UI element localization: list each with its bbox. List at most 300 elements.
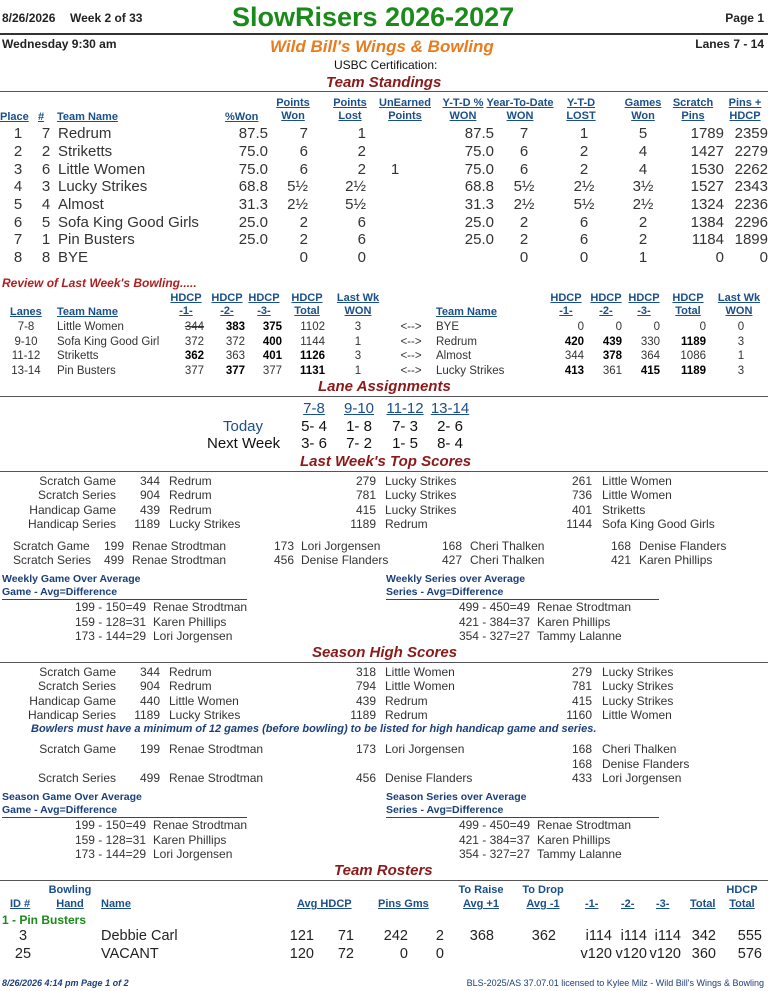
standings-cell: 2236 <box>734 196 768 214</box>
standings-cell: 6 <box>299 143 308 161</box>
rosters-title: Team Rosters <box>334 862 433 879</box>
score-cell: 279 <box>571 665 592 679</box>
over-diff: 421 - 384=37 <box>458 614 530 629</box>
ind-score-cell: Denise Flanders <box>301 553 389 568</box>
rv-score-r: 361 <box>602 364 622 377</box>
over-name: Karen Phillips <box>537 614 611 629</box>
col-pins-hdcp: Pins + HDCP <box>728 97 762 122</box>
rv-score: 377 <box>184 364 204 377</box>
standings-cell: Almost <box>58 196 104 214</box>
standings-cell: 3 <box>41 178 51 196</box>
rv-score-r: 330 <box>640 335 660 348</box>
rv-score-r: 1189 <box>681 335 706 348</box>
standings-cell: 0 <box>759 249 768 267</box>
standings-cell <box>424 249 494 267</box>
roster-gms: 2 <box>435 928 444 944</box>
standings-cell <box>366 231 424 249</box>
rv-won: 1 <box>354 335 362 348</box>
rh-id: ID # <box>10 898 31 910</box>
score-cell: 736 <box>571 488 592 503</box>
ind-score-cell: 168 <box>610 539 631 553</box>
over-diff: 354 - 327=27 <box>458 847 530 861</box>
standings-cell: BYE <box>58 249 89 267</box>
roster-id: 3 <box>18 928 28 944</box>
standings-cell: 87.5 <box>238 125 268 143</box>
sg-v3b: 168 <box>571 756 592 771</box>
score-cell: Redrum <box>169 474 212 488</box>
rv-col-h2: HDCP -2- <box>211 292 243 317</box>
standings-cell: 4 <box>638 160 648 178</box>
rv-score: 372 <box>225 335 245 348</box>
standings-cell: Sofa King Good Girls <box>58 213 199 231</box>
standings-cell: 2 <box>519 213 529 231</box>
standings-cell: 3 <box>13 160 23 178</box>
standings-row <box>0 143 768 161</box>
standings-cell: 1 <box>357 125 366 143</box>
standings-title: Team Standings <box>326 74 442 91</box>
standings-cell: 68.8 <box>464 178 494 196</box>
standings-cell: 25.0 <box>464 213 494 231</box>
standings-cell: 2 <box>357 160 366 178</box>
lane-today-pair: 2- 6 <box>437 418 463 435</box>
lane-next-pair: 7- 2 <box>346 435 372 452</box>
col-points-lost: Points Lost <box>333 97 367 122</box>
over-diff: 199 - 150=49 <box>74 818 146 832</box>
standings-cell <box>366 143 424 161</box>
standings-cell <box>228 249 268 267</box>
rv-lanes: 7-8 <box>17 321 35 333</box>
standings-cell: 7 <box>299 125 308 143</box>
standings-cell: 6 <box>519 143 529 161</box>
over-diff: 173 - 144=29 <box>74 629 146 643</box>
standings-cell: 6 <box>357 231 366 249</box>
standings-cell: 1 <box>41 231 51 249</box>
standings-cell <box>366 213 424 231</box>
rv-score: 377 <box>225 364 245 377</box>
over-name: Karen Phillips <box>537 832 611 847</box>
standings-cell <box>366 249 424 267</box>
review-title: Review of Last Week's Bowling..... <box>2 276 197 290</box>
rv-score-r: 1189 <box>681 364 706 377</box>
score-cell: Handicap Series <box>27 517 116 532</box>
rv-score-r: 0 <box>699 321 706 333</box>
score-cell: Lucky Strikes <box>385 474 457 488</box>
footer-left: 8/26/2026 4:14 pm Page 1 of 2 <box>2 978 129 988</box>
rv-team-r: BYE <box>436 321 460 333</box>
roster-hdcp: 72 <box>337 946 354 962</box>
score-cell: Sofa King Good Girls <box>602 517 715 532</box>
col-unearned: UnEarned Points <box>379 97 431 122</box>
score-cell: 440 <box>139 693 160 708</box>
standings-cell: 0 <box>357 249 366 267</box>
page-label: Page 1 <box>725 11 764 25</box>
ind-score-cell: Scratch Game <box>13 539 90 553</box>
roster-name: VACANT <box>101 946 159 962</box>
roster-htotal: 576 <box>737 946 762 962</box>
standings-cell: 5 <box>41 213 51 231</box>
ind-score-cell: Denise Flanders <box>639 539 727 553</box>
standings-cell: 25.0 <box>238 213 268 231</box>
roster-avg: 121 <box>289 928 314 944</box>
score-cell: 344 <box>139 474 160 488</box>
standings-cell: 0 <box>579 249 589 267</box>
score-cell: Little Women <box>385 665 455 679</box>
rv-score-r: 0 <box>577 321 584 333</box>
rh-g3: -3- <box>656 898 670 910</box>
score-cell: 439 <box>355 693 376 708</box>
ind-score-cell: Scratch Series <box>13 553 92 568</box>
standings-cell: 2½ <box>632 196 654 214</box>
over-subtitle: Series - Avg=Difference <box>386 804 504 816</box>
standings-cell: 2279 <box>734 143 768 161</box>
rv-col-h2-r: HDCP -2- <box>590 292 622 317</box>
score-cell: Lucky Strikes <box>169 708 241 723</box>
standings-cell: 2½ <box>573 178 595 196</box>
over-name: Karen Phillips <box>153 614 227 629</box>
season-title: Season High Scores <box>312 644 458 661</box>
ss-n1: Renae Strodtman <box>169 771 264 785</box>
over-name: Renae Strodtman <box>153 600 248 614</box>
rv-score: 362 <box>184 350 204 362</box>
rv-score: 363 <box>225 350 245 362</box>
roster-g3: v120 <box>649 946 681 962</box>
lanes-range: Lanes 7 - 14 <box>695 37 764 51</box>
col-pct-won: %Won <box>225 111 259 123</box>
sg-n1: Renae Strodtman <box>169 742 264 756</box>
standings-cell: 68.8 <box>238 178 268 196</box>
ind-score-cell: 173 <box>273 539 294 553</box>
ind-score-cell: 168 <box>441 539 462 553</box>
standings-cell: 7 <box>13 231 23 249</box>
col-ytd-lost: Y-T-D LOST <box>566 97 596 122</box>
sg-n3a: Cheri Thalken <box>602 742 677 756</box>
ss-v1: 499 <box>139 771 160 785</box>
standings-cell <box>366 178 424 196</box>
sg-v2: 173 <box>355 742 376 756</box>
rv-score: 344 <box>184 321 204 333</box>
over-diff: 159 - 128=31 <box>74 832 146 847</box>
rh-hand2: Hand <box>56 898 84 910</box>
today-label: Today <box>223 418 264 435</box>
standings-cell: 1527 <box>690 178 724 196</box>
score-cell: 781 <box>571 679 592 694</box>
lane-next-pair: 8- 4 <box>437 435 463 452</box>
rv-won-r: 0 <box>737 321 745 333</box>
over-name: Lori Jorgensen <box>153 847 233 861</box>
lane-col-header: 11-12 <box>386 400 424 417</box>
review-header <box>0 292 768 320</box>
standings-cell <box>366 125 424 143</box>
score-cell: Scratch Series <box>37 679 116 694</box>
roster-drop: 362 <box>531 928 556 944</box>
ind-score-cell: Renae Strodtman <box>132 553 227 568</box>
over-diff: 499 - 450=49 <box>458 818 530 832</box>
roster-pins: 0 <box>399 946 408 962</box>
standings-cell: 5½ <box>573 196 595 214</box>
standings-cell: 3½ <box>632 178 654 196</box>
lane-col-header: 9-10 <box>343 400 375 417</box>
roster-g2: i114 <box>620 928 647 944</box>
standings-cell: 1324 <box>690 196 724 214</box>
over-name: Karen Phillips <box>153 832 227 847</box>
rv-arrow: <--> <box>400 350 422 362</box>
standings-cell: 75.0 <box>464 160 494 178</box>
rv-won: 3 <box>354 321 362 333</box>
score-cell: Striketts <box>602 502 646 517</box>
standings-cell: 2 <box>519 231 529 249</box>
over-diff: 199 - 150=49 <box>74 600 146 614</box>
score-cell: Lucky Strikes <box>385 488 457 503</box>
sg-v3a: 168 <box>571 742 592 756</box>
standings-cell: 2343 <box>734 178 768 196</box>
standings-cell: 7 <box>519 125 529 143</box>
standings-cell: 31.3 <box>464 196 494 214</box>
standings-cell: 6 <box>299 160 308 178</box>
standings-cell: Striketts <box>58 143 113 161</box>
rh-g2: -2- <box>621 898 635 910</box>
roster-gms: 0 <box>435 946 444 962</box>
standings-cell: 1 <box>390 160 400 178</box>
rv-arrow: <--> <box>400 364 422 377</box>
review-row <box>0 320 768 334</box>
score-cell: 415 <box>571 693 592 708</box>
standings-cell: 7 <box>41 125 51 143</box>
standings-cell: 2½ <box>287 196 308 214</box>
roster-htotal: 555 <box>737 928 762 944</box>
score-cell: 261 <box>571 474 592 488</box>
standings-cell: 2262 <box>734 160 768 178</box>
roster-raise: 368 <box>469 928 494 944</box>
rv-score-r: 439 <box>602 335 622 348</box>
rv-score-r: 420 <box>564 335 584 348</box>
col-place: Place <box>0 111 29 123</box>
rv-col-team-r: Team Name <box>436 306 497 318</box>
lane-today-pair: 5- 4 <box>301 418 327 435</box>
roster-team-name: 1 - Pin Busters <box>2 913 87 927</box>
week-label: Week 2 of 33 <box>70 11 143 25</box>
rv-score: 401 <box>262 350 282 362</box>
score-cell: Redrum <box>169 679 212 694</box>
standings-cell: 1530 <box>690 160 724 178</box>
ind-score-cell: Cheri Thalken <box>470 553 545 568</box>
roster-g1: i114 <box>585 928 612 944</box>
standings-cell: 31.3 <box>238 196 268 214</box>
rv-col-won-r: Last Wk WON <box>717 292 761 317</box>
lanes-title: Lane Assignments <box>318 378 451 395</box>
standings-row <box>0 160 768 178</box>
score-cell: Lucky Strikes <box>385 502 457 517</box>
lane-today-pair: 1- 8 <box>346 418 372 435</box>
ind-score-cell: 456 <box>273 553 294 568</box>
rv-score-r: 415 <box>640 364 660 377</box>
roster-g2: v120 <box>615 946 647 962</box>
score-cell: 1189 <box>350 708 376 723</box>
sg-n3b: Denise Flanders <box>602 756 690 771</box>
standings-cell: 5½ <box>513 178 535 196</box>
rv-score-r: 0 <box>653 321 660 333</box>
standings-cell: 8 <box>13 249 23 267</box>
ind-score-cell: Karen Phillips <box>639 553 713 568</box>
rv-won-r: 3 <box>737 364 745 377</box>
ind-score-cell: Lori Jorgensen <box>301 539 381 553</box>
score-cell: Redrum <box>169 502 212 517</box>
standings-cell: 2 <box>13 143 23 161</box>
footer-right: BLS-2025/AS 37.07.01 licensed to Kylee Milz - Wild Bill's Wings & Bowling <box>466 978 764 988</box>
rv-score-r: 413 <box>564 364 584 377</box>
over-name: Renae Strodtman <box>537 818 632 832</box>
lane-next-pair: 3- 6 <box>301 435 327 452</box>
lane-next-pair: 1- 5 <box>392 435 418 452</box>
rv-score: 1102 <box>300 321 325 333</box>
rv-team-r: Redrum <box>436 335 477 348</box>
rv-score: 377 <box>262 364 282 377</box>
score-cell: Redrum <box>385 708 428 723</box>
standings-cell: 2296 <box>734 213 768 231</box>
rv-col-lanes: Lanes <box>10 306 42 318</box>
col-ytd-pct: Y-T-D % WON <box>442 97 484 122</box>
over-diff: 159 - 128=31 <box>74 614 146 629</box>
score-cell: Scratch Game <box>39 665 116 679</box>
rh-raise2: Avg +1 <box>463 898 499 910</box>
bowling-center: Wild Bill's Wings & Bowling <box>270 37 494 56</box>
roster-g3: i114 <box>654 928 681 944</box>
season-note: Bowlers must have a minimum of 12 games (before bowling) to be listed for high handicap game and series. <box>31 723 597 735</box>
rh-pins-gms: Pins Gms <box>378 898 429 910</box>
standings-cell: 0 <box>519 249 529 267</box>
rv-score-r: 378 <box>602 350 622 362</box>
score-cell: Little Women <box>169 693 239 708</box>
score-cell: 1189 <box>134 708 160 723</box>
rv-team: Little Women <box>57 321 124 333</box>
standings-cell: 2½ <box>345 178 366 196</box>
ind-score-cell: Cheri Thalken <box>470 539 545 553</box>
standings-cell: 2 <box>299 213 308 231</box>
over-title: Season Series over Average <box>386 791 527 803</box>
standings-cell: 25.0 <box>464 231 494 249</box>
score-cell: Handicap Game <box>29 502 116 517</box>
top-scores-title: Last Week's Top Scores <box>300 453 472 470</box>
ind-score-cell: 421 <box>610 553 631 568</box>
col-ytd-won: Year-To-Date WON <box>486 97 554 122</box>
rv-lanes: 13-14 <box>11 364 41 377</box>
rv-col-htotal-r: HDCP Total <box>672 292 704 317</box>
over-name: Renae Strodtman <box>537 600 632 614</box>
report-date: 8/26/2026 <box>2 11 56 25</box>
rv-team: Striketts <box>57 350 99 362</box>
standings-cell: 0 <box>715 249 724 267</box>
roster-id: 25 <box>14 946 32 962</box>
rh-htotal1: HDCP <box>726 884 758 896</box>
league-title: SlowRisers 2026-2027 <box>232 2 515 32</box>
score-cell: 794 <box>355 679 376 694</box>
score-cell: Lucky Strikes <box>602 679 674 694</box>
rh-hand1: Bowling <box>48 884 92 896</box>
score-cell: Lucky Strikes <box>169 517 241 532</box>
standings-cell: 2359 <box>734 125 768 143</box>
standings-cell: 0 <box>299 249 308 267</box>
rv-won: 3 <box>354 350 362 362</box>
score-cell: 781 <box>355 488 376 503</box>
standings-cell: 1899 <box>734 231 768 249</box>
standings-cell: 2½ <box>513 196 535 214</box>
rh-total: Total <box>690 898 716 910</box>
ss-n2: Denise Flanders <box>385 771 473 785</box>
score-cell: Redrum <box>169 488 212 503</box>
standings-row <box>0 125 768 143</box>
score-cell: Little Women <box>602 474 672 488</box>
standings-cell: 4 <box>13 178 23 196</box>
rv-score-r: 1086 <box>680 350 706 362</box>
ss-v3: 433 <box>571 771 592 785</box>
roster-g1: v120 <box>580 946 612 962</box>
standings-cell: 1384 <box>690 213 724 231</box>
standings-cell: 2 <box>638 231 648 249</box>
review-row <box>0 349 768 363</box>
score-cell: Lucky Strikes <box>602 665 674 679</box>
standings-cell: 6 <box>579 231 589 249</box>
standings-cell: 2 <box>299 231 308 249</box>
ind-score-cell: 499 <box>103 553 124 568</box>
standings-cell <box>366 196 424 214</box>
standings-cell: 8 <box>41 249 51 267</box>
score-cell: 401 <box>571 502 592 517</box>
col-games-won: Games Won <box>624 97 662 122</box>
standings-cell: 1 <box>638 249 648 267</box>
over-title: Season Game Over Average <box>2 791 142 803</box>
rv-arrow: <--> <box>400 321 422 333</box>
rv-score: 372 <box>184 335 204 348</box>
over-diff: 421 - 384=37 <box>458 832 530 847</box>
score-cell: 344 <box>139 665 160 679</box>
rv-team-r: Lucky Strikes <box>436 364 505 377</box>
standings-cell: 6 <box>579 213 589 231</box>
standings-cell: 2 <box>579 160 589 178</box>
rv-score-r: 344 <box>564 350 584 362</box>
rh-drop1: To Drop <box>522 884 564 896</box>
rv-score-r: 364 <box>640 350 660 362</box>
rv-col-h1: HDCP -1- <box>170 292 202 317</box>
standings-table <box>0 125 768 267</box>
standings-row <box>0 196 768 214</box>
rv-score: 1144 <box>300 335 325 348</box>
usbc-cert: USBC Certification: <box>334 58 438 72</box>
rv-score: 1131 <box>300 364 325 377</box>
roster-header <box>0 884 768 914</box>
score-cell: Little Women <box>602 488 672 503</box>
ind-score-cell: 427 <box>441 553 462 568</box>
score-cell: 904 <box>139 679 160 694</box>
standings-cell: 4 <box>41 196 51 214</box>
score-cell: Lucky Strikes <box>602 693 674 708</box>
score-cell: Redrum <box>385 517 428 532</box>
over-name: Lori Jorgensen <box>153 629 233 643</box>
score-cell: 318 <box>355 665 376 679</box>
next-week-label: Next Week <box>207 435 281 452</box>
roster-total: 360 <box>691 946 716 962</box>
score-cell: 415 <box>355 502 376 517</box>
score-cell: 1189 <box>350 517 376 532</box>
rv-score: 1126 <box>300 350 325 362</box>
standings-row <box>0 213 768 231</box>
score-cell: Handicap Series <box>27 708 116 723</box>
standings-row <box>0 178 768 196</box>
standings-row <box>0 249 768 267</box>
rv-lanes: 11-12 <box>11 350 41 362</box>
rv-team: Pin Busters <box>57 364 116 377</box>
standings-cell: 5½ <box>345 196 366 214</box>
score-cell: Little Women <box>385 679 455 694</box>
standings-cell: 87.5 <box>464 125 494 143</box>
